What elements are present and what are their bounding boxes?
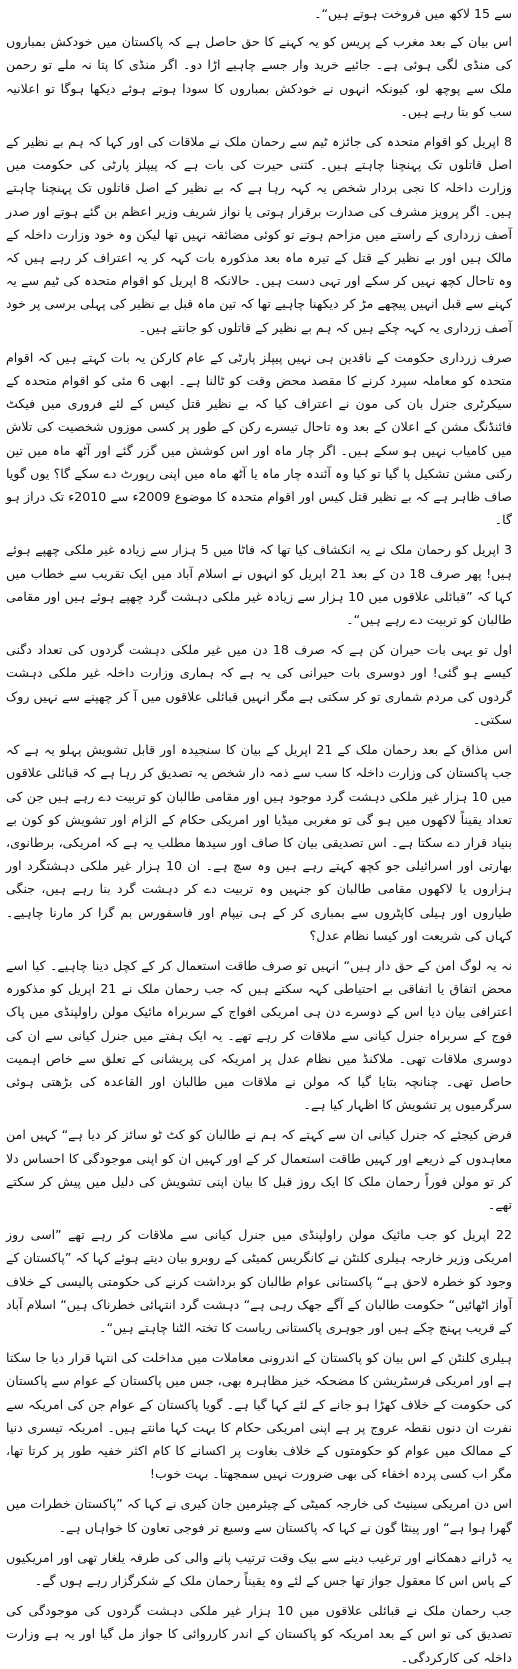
paragraph-1: سے 15 لاکھ میں فروخت ہوتے ہیں“۔ (314, 6, 512, 21)
paragraph-10: 22 اپریل کو جب مائیک مولن راولپنڈی میں جنرل کیانی سے ملاقات کر رہے تھے ”اسی روز امریکی وزیر خارجہ ہیلری کلنٹن نے کانگریس کمیٹی کے روبرو بیان دیتے ہوئے کہا کہ ”پاکستان کے وجود کو خطرہ لاحق ہے“ پاکستانی عوام طالبان کو برداشت کرنے کی حکومتی پالیسی کے خلاف آواز اٹھائیں“ حکومت طالبان کے آگے جھک رہی ہے“ دہشت گرد انتہائی خطرناک ہیں“ اسلام آباد کے قریب پہنچ چکے ہیں اور جوہری پاکستانی ریاست کا تختہ الٹنا چاہتے ہیں“۔ (6, 1227, 512, 1335)
paragraph-11: ہیلری کلنٹن کے اس بیان کو پاکستان کے اندرونی معاملات میں مداخلت کی انتہا قرار دیا جا سکتا ہے اور امریکی فرسٹریشن کا مضحکہ خیز مظاہرہ بھی، جس میں پاکستان کے عوام سے پاکستان کی حکومت کے خلاف کھڑا ہو جانے کے لئے کہا گیا ہے۔ گویا پاکستان کے عوام جن کی امریکہ سے نفرت ان دنوں نقطہ عروج پر ہے اپنی امریکی حکام کا بہت کہا مانتے ہیں۔ امریکہ تیسری دنیا کے ممالک میں عوام کو حکومتوں کے خلاف بغاوت پر اکسانے کا کام اکثر خفیہ طور پر کرتا تھا، مگر اب کسی پردہ اخفاء کی بھی ضرورت نہیں سمجھتا۔ بہت خوب! (6, 1350, 512, 1482)
paragraph-13: یہ ڈرانے دھمکانے اور ترغیب دینے سے بیک وقت ترتیب پانے والی کی طرفہ یلغار تھی اور امریکیوں کے پاس اس کا معقول جواز تھا جس کے لئے وہ یقیناً رحمان ملک کے شکرگزار رہے ہوں گے۔ (6, 1549, 512, 1588)
paragraph-5: 3 اپریل کو رحمان ملک نے یہ انکشاف کیا تھا کہ فاٹا میں 5 ہزار سے زیادہ غیر ملکی چھپے ہوئے ہیں! پھر صرف 18 دن کے بعد 21 اپریل کو انہوں نے اسلام آباد میں ایک تقریب سے خطاب میں کہا کہ ”قبائلی علاقوں میں 10 ہزار سے زیادہ غیر ملکی دہشت گرد چھپے ہوئے ہیں اور مقامی طالبان کو تربیت دے رہے ہیں“۔ (6, 542, 512, 628)
paragraph-7: اس مذاق کے بعد رحمان ملک کے 21 اپریل کے بیان کا سنجیدہ اور قابل تشویش پہلو یہ ہے کہ جب پاکستان کی وزارت داخلہ کا سب سے ذمہ دار شخص یہ تصدیق کر رہا ہے کہ قبائلی علاقوں میں 10 ہزار غیر ملکی دہشت گرد موجود ہیں اور مقامی طالبان کو تربیت دے رہے ہیں جن کی تعداد یقیناً لاکھوں میں ہو گی تو مغربی میڈیا اور امریکی حکام کے الزام اور تشویش کو کون بے بنیاد قرار دے سکتا ہے۔ اس تصدیقی بیان کا صاف اور سیدھا مطلب یہ ہے کہ امریکی، برطانوی، بھارتی اور اسرائیلی جو کچھ کہتے رہے ہیں وہ سچ ہے۔ ان 10 ہزار غیر ملکی دہشتگرد اور ہزاروں یا لاکھوں مقامی طالبان کو جنہیں وہ تربیت دے کر دہشت گرد بنا رہے ہیں، جنگی طیاروں اور ہیلی کاپٹروں سے بمباری کر کے ہی نیپام اور فاسفورس بم گرا کر مارنا چاہیے۔ کہاں کی شریعت اور کیسا نظام عدل؟ (6, 742, 513, 943)
paragraph-3: 8 اپریل کو اقوام متحدہ کی جائزہ ٹیم سے رحمان ملک نے ملاقات کی اور کہا کہ ہم بے نظیر کے اصل قاتلوں تک پہنچنا چاہتے ہیں۔ کتنی حیرت کی بات ہے کہ پیپلز پارٹی کی حکومت میں وزارت داخلہ کا نجی بردار شخص یہ کہہ رہا ہے کہ بے نظیر کے اصل قاتلوں تک پہنچنا چاہتے ہیں۔ اگر پرویز مشرف کی صدارت برقرار ہوتی یا نواز شریف وزیر اعظم بن گئے ہوتے اور صدر آصف زرداری کے راستے میں مزاحم ہوتے تو کوئی مضائقہ نہیں تھا لیکن وہ خود وزارت داخلہ کے مالک ہیں اور بے نظیر کے قتل کے تیرہ ماہ بعد مذکورہ بات کہہ کر یہ اعتراف کر رہے ہیں کہ وہ تاحال کچھ نہیں کر سکے اور تہی دست ہیں۔ حالانکہ 8 اپریل کو اقوام متحدہ کی ٹیم سے یہ کہنے سے قبل انہیں پیچھے مڑ کر دیکھنا چاہیے تھا کہ تین ماہ قبل بے نظیر کی پہلی برسی پر خود آصف زرداری یہ کہہ چکے ہیں کہ ہم بے نظیر کے قاتلوں کو جانتے ہیں۔ (6, 134, 512, 335)
paragraph-14: جب رحمان ملک نے قبائلی علاقوں میں 10 ہزار غیر ملکی دہشت گردوں کی موجودگی کی تصدیق کی تو اس کے بعد امریکہ کو پاکستان کے اندر کارروائی کا جواز مل گیا اور یہ ہے وزارت داخلہ کی کارکردگی۔ (6, 1603, 512, 1665)
paragraph-8: نہ یہ لوگ امن کے حق دار ہیں“ انہیں تو صرف طاقت استعمال کر کے کچل دینا چاہیے۔ کیا اسے محض اتفاق یا اتفاقی بے احتیاطی کہہ سکتے ہیں کہ جب رحمان ملک نے 21 اپریل کو مذکورہ اعترافی بیان دیا اس کے دوسرے دن ہی امریکی افواج کے سربراہ مائیک مولن راولپنڈی میں پاک فوج کے سربراہ جنرل کیانی سے ملاقات کر رہے تھے۔ یہ ایک ہفتے میں جنرل کیانی سے ان کی دوسری ملاقات تھی۔ ملاکنڈ میں نظام عدل پر امریکہ کی پریشانی کے تعلق سے خاص اہمیت حاصل تھی۔ چنانچہ بتایا گیا کہ مولن نے ملاقات میں طالبان اور القاعدہ کی بڑھتی ہوئی سرگرمیوں پر تشویش کا اظہار کیا ہے۔ (6, 957, 512, 1113)
paragraph-6: اول تو یہی بات حیران کن ہے کہ صرف 18 دن میں غیر ملکی دہشت گردوں کی تعداد دگنی کیسے ہو گئی! اور دوسری بات حیرانی کی یہ ہے کہ ہماری وزارت داخلہ غیر ملکی دہشت گردوں کی مردم شماری تو کر سکتی ہے مگر انہیں قبائلی علاقوں میں آ کر چھپنے سے نہیں روک سکتی۔ (6, 642, 512, 727)
paragraph-12: اس دن امریکی سینیٹ کی خارجہ کمیٹی کے چیئرمین جان کیری نے کہا کہ ”پاکستان خطرات میں گھرا ہوا ہے“ اور پینٹا گون نے کہا کہ پاکستان سے وسیع تر فوجی تعاون کا خواہاں ہے۔ (6, 1496, 512, 1535)
paragraph-2: اس بیان کے بعد مغرب کے پریس کو یہ کہنے کا حق حاصل ہے کہ پاکستان میں خودکش بمباروں کی منڈی لگی ہوئی ہے۔ جائیے خرید وار جسے چاہیے اڑا دو۔ اگر منڈی کا پتا نہ ملے تو رحمن ملک سے پوچھ لو، کیونکہ انہوں نے خودکش بمباروں کا سودا ہوتے ہوئے دیکھا ہوگا تو اعلانیہ سب کو بتا رہے ہیں۔ (6, 34, 512, 119)
paragraph-9: فرض کیجئے کہ جنرل کیانی ان سے کہتے کہ ہم نے طالبان کو کٹ ٹو سائز کر دیا ہے“ کہیں امن معاہدوں کے ذریعے اور کہیں طاقت استعمال کر کے اور کہیں ان کو اپنی موجودگی کا احساس دلا کر تو مولن فوراً رحمان ملک کا ایک روز قبل کا بیان اپنی تشویش کی دلیل میں پیش کر سکتے تھے۔ (6, 1127, 512, 1212)
paragraph-4: صرف زرداری حکومت کے ناقدین ہی نہیں پیپلز پارٹی کے عام کارکن یہ بات کہتے ہیں کہ اقوام متحدہ کو معاملہ سپرد کرنے کا مقصد محض وقت کو ٹالنا ہے۔ ابھی 6 مئی کو اقوام متحدہ کے سیکرٹری جنرل بان کی مون نے اعتراف کیا کہ بے نظیر قتل کیس کے لئے فروری میں فیکٹ فائنڈنگ مشن کے اعلان کے بعد وہ تاحال تیسرے رکن کے طور پر کسی موزوں شخصیت کی تلاش میں کامیاب نہیں ہو سکے ہیں۔ اگر چار ماہ اور اس کوشش میں گزر گئے اور آٹھ ماہ میں تین رکنی مشن تشکیل پا گیا تو کیا وہ آئندہ چار ماہ یا آٹھ ماہ میں اپنی رپورٹ دے سکے گا؟ یوں گویا صاف ظاہر ہے کہ بے نظیر قتل کیس اور اقوام متحدہ کا موضوع 2009ء سے 2010ء تک دراز ہو گا۔ (6, 349, 512, 528)
